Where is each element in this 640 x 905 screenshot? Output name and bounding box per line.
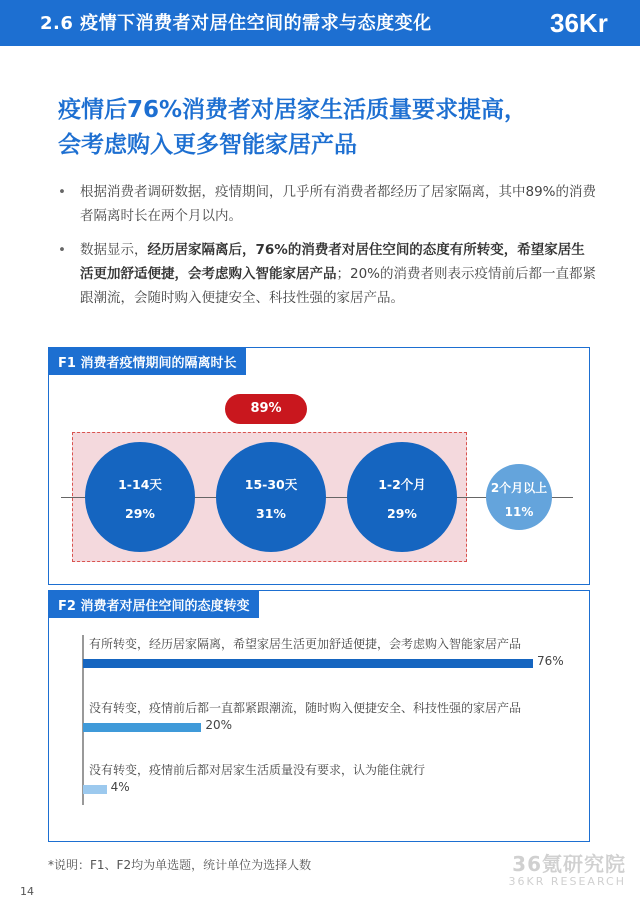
bar — [83, 659, 533, 668]
circle-label: 1-2个月 — [378, 477, 426, 492]
panel-label: F2 消费者对居住空间的态度转变 — [48, 590, 259, 618]
bullet-text-post: ；20%的消费者则表示疫情前后都一直都紧跟潮流，会随时购入便捷安全、科技性强的家居产品。 — [80, 266, 597, 306]
section-title: 2.6 疫情下消费者对居住空间的需求与态度变化 — [40, 13, 432, 34]
duration-circle — [347, 442, 457, 552]
bullet-text: 根据消费者调研数据，疫情期间，几乎所有消费者都经历了居家隔离，其中89%的消费者隔离时长在两个月以内。 — [80, 184, 597, 224]
footnote: *说明：F1、F2均为单选题，统计单位为选择人数 — [48, 858, 312, 872]
headline-line-2: 会考虑购入更多智能家居产品 — [58, 132, 357, 158]
circle-value: 31% — [256, 506, 286, 521]
brand-logo-icon — [548, 2, 618, 42]
panel-label: F1 消费者疫情期间的隔离时长 — [48, 347, 246, 375]
bar-label: 没有转变，疫情前后都一直都紧跟潮流，随时购入便捷安全、科技性强的家居产品 — [89, 701, 522, 715]
duration-circle — [486, 464, 552, 530]
headline — [58, 93, 618, 163]
circle-value: 11% — [504, 505, 534, 519]
page-number: 14 — [20, 885, 34, 898]
header-bar — [0, 0, 640, 46]
duration-circle — [216, 442, 326, 552]
circle-label: 2个月以上 — [490, 481, 548, 495]
bar-value: 20% — [205, 718, 233, 732]
circle-value: 29% — [125, 506, 155, 521]
highlight-pill: 89% — [225, 394, 307, 424]
bullet-dot-icon: • — [58, 184, 66, 200]
duration-circle — [85, 442, 195, 552]
bar-value: 4% — [110, 780, 130, 794]
bar-value: 76% — [537, 654, 564, 668]
circle-label: 1-14天 — [118, 477, 162, 492]
bar-label: 有所转变，经历居家隔离，希望家居生活更加舒适便捷，会考虑购入智能家居产品 — [89, 637, 522, 651]
bullet-item — [58, 180, 598, 228]
bar — [83, 785, 107, 794]
circle-value: 29% — [387, 506, 417, 521]
headline-line-1: 疫情后76%消费者对居家生活质量要求提高， — [58, 97, 528, 123]
watermark-line-2: 36KR RESEARCH — [508, 875, 626, 888]
watermark-line-1: 36氪研究院 — [512, 852, 626, 876]
attitude-change-panel — [48, 590, 590, 842]
bullet-text-pre: 数据显示， — [80, 242, 148, 258]
bullet-dot-icon: • — [58, 242, 66, 258]
bullet-list — [58, 180, 598, 320]
bar-label: 没有转变，疫情前后都对居家生活质量没有要求，认为能住就行 — [89, 763, 426, 777]
logo-text: 36Kr — [550, 8, 608, 38]
watermark — [509, 848, 626, 888]
bullet-item — [58, 238, 598, 310]
bar — [83, 723, 201, 732]
circle-label: 15-30天 — [244, 477, 298, 492]
bullet-text-bold: 经历居家隔离后，76%的消费者对居住空间的态度有所转变，希望家居生活更加舒适便捷，会考虑购入智能家居产品 — [80, 242, 585, 282]
quarantine-duration-panel — [48, 347, 590, 585]
